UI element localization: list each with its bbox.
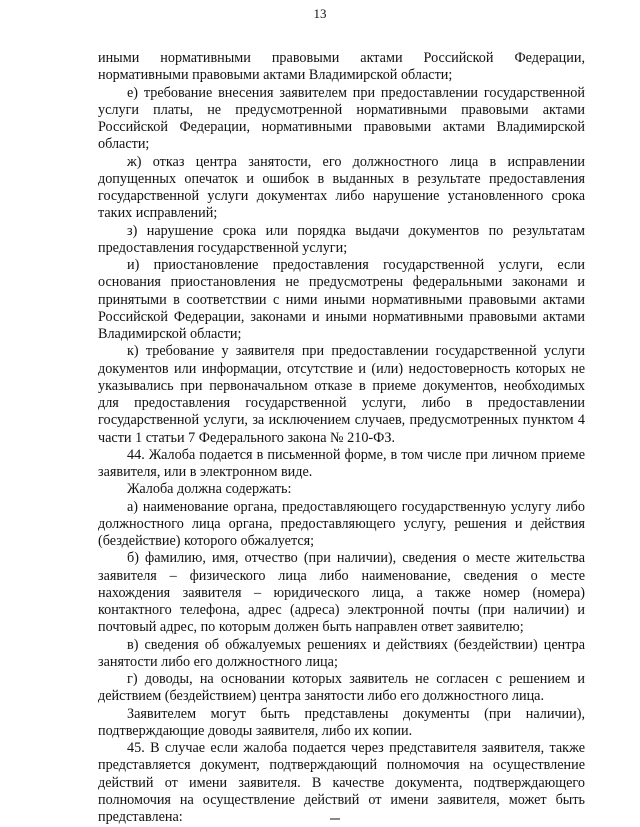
paragraph: Заявителем могут быть представлены документы (при наличии), подтверждающие доводы заявителя, либо их копии. (98, 705, 585, 739)
document-body (98, 50, 585, 826)
page-number: 13 (313, 6, 327, 21)
paragraph: 44. Жалоба подается в письменной форме, в том числе при личном приеме заявителя, или в электронном виде. (98, 446, 585, 480)
paragraph: г) доводы, на основании которых заявитель не согласен с решением и действием (бездействием) центра занятости либо его должностного лица. (98, 671, 585, 705)
footer-mark (330, 818, 340, 820)
paragraph: а) наименование органа, предоставляющего государственную услугу либо должностного лица органа, предоставляющего услугу, решения и действия (бездействие) которого обжалуется; (98, 498, 585, 549)
paragraph: 45. В случае если жалоба подается через представителя заявителя, также представляется документ, подтверждающий полномочия на осуществление действий от имени заявителя. В качестве документа, подтверждающего полномочия на осуществление действий от имени заявителя, может быть представлена: (98, 740, 585, 825)
paragraph: б) фамилию, имя, отчество (при наличии), сведения о месте жительства заявителя – физического лица либо наименование, сведения о месте нахождения заявителя – юридического лица, а также номер (номера) контактного телефона, адрес (адреса) электронной почты (при наличии) и почтовый адрес, по которым должен быть направлен ответ заявителю; (98, 550, 585, 636)
paragraph: в) сведения об обжалуемых решениях и действиях (бездействии) центра занятости либо его должностного лица; (98, 636, 585, 670)
paragraph: и) приостановление предоставления государственной услуги, если основания приостановления не предусмотрены федеральными законами и принятыми в соответствии с ними иными нормативными правовыми актами Российской Федерации, законами и иными нормативными правовыми актами Владимирской области; (98, 257, 585, 342)
paragraph: Жалоба должна содержать: (127, 481, 292, 498)
paragraph: з) нарушение срока или порядка выдачи документов по результатам предоставления государственной услуги; (98, 222, 585, 256)
paragraph: е) требование внесения заявителем при предоставлении государственной услуги платы, не предусмотренной нормативными правовыми актами Российской Федерации, нормативными правовыми актами Владимирской области; (98, 84, 585, 153)
paragraph: иными нормативными правовыми актами Российской Федерации, нормативными правовыми актами Владимирской области; (98, 50, 585, 84)
paragraph: к) требование у заявителя при предоставлении государственной услуги документов или информации, отсутствие и (или) недостоверность которых не указывались при первоначальном отказе в приеме документов, необходимых для предоставления государственной услуги, либо в предоставлении государственной услуги, за исключением случаев, предусмотренных пунктом 4 части 1 статьи 7 Федерального закона № 210-ФЗ. (98, 343, 585, 446)
paragraph: ж) отказ центра занятости, его должностного лица в исправлении допущенных опечаток и ошибок в выданных в результате предоставления государственной услуги документах либо нарушение установленного срока таких исправлений; (98, 153, 585, 222)
